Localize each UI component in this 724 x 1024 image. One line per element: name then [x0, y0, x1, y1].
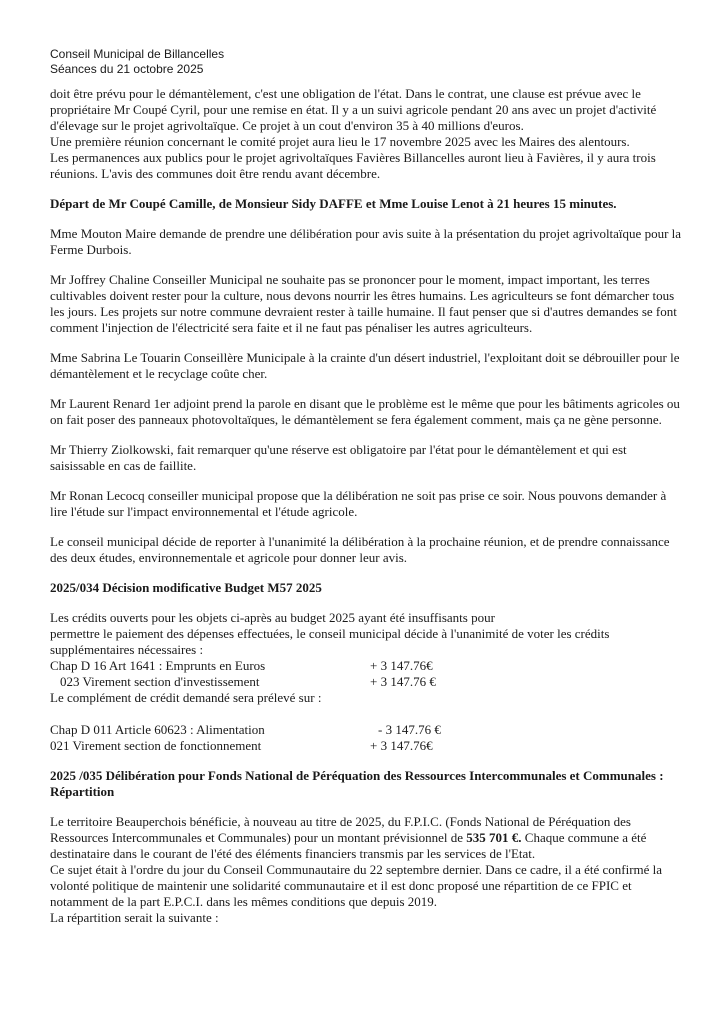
budget-intro-line1: Les crédits ouverts pour les objets ci-après au budget 2025 ayant été insuffisants pour — [50, 610, 495, 625]
discussion-decision: Le conseil municipal décide de reporter à l'unanimité la délibération à la prochaine réunion, et de prendre connaissance des deux études, environnementale et agricole pour donner leur avis. — [50, 534, 670, 565]
header-council-name: Conseil Municipal de Billancelles — [50, 47, 225, 61]
budget-intro-line2: permettre le paiement des dépenses effectuées, le conseil municipal décide à l'unanimité de voter les crédits supplémentaires nécessaires : — [50, 626, 610, 657]
discussion-paragraph: Mme Mouton Maire demande de prendre une délibération pour avis suite à la présentation du projet agrivoltaïque pour la Ferme Durbois. — [50, 226, 682, 257]
budget-line — [50, 674, 684, 690]
discussion-paragraph: Mr Thierry Ziolkowski, fait remarquer qu'une réserve est obligatoire par l'état pour le démantèlement et qui est saisissable en cas de faillite. — [50, 442, 627, 473]
header-session-date: Séances du 21 octobre 2025 — [50, 62, 204, 76]
fpic-title: 2025 /035 Délibération pour Fonds National de Péréquation des Ressources Intercommunales et Communales : Répartition — [50, 768, 664, 799]
intro-paragraph: doit être prévu pour le démantèlement, c'est une obligation de l'état. Dans le contrat, une clause est prévue avec le propriétaire Mr Coupé Cyril, pour une remise en état. Il y a un suivi agricole pendant 20 ans avec un projet d'activité d'élevage sur le projet agrivoltaïque. Ce projet à un cout d'environ 35 à 40 millions d'euros. — [50, 86, 657, 133]
budget-line — [50, 658, 684, 674]
budget-line-amount: - 3 147.76 € — [378, 722, 441, 737]
fpic-text: Chaque commune a été destinataire dans le courant de l'été des éléments financiers transmis par les services de l'Etat. — [50, 830, 647, 861]
discussion-paragraph: Mme Sabrina Le Touarin Conseillère Municipale à la crainte d'un désert industriel, l'exploitant doit se débrouiller pour le démantèlement et le recyclage coûte cher. — [50, 350, 680, 381]
intro-meeting-line: Une première réunion concernant le comité projet aura lieu le 17 novembre 2025 avec les Maires des alentours. — [50, 134, 630, 149]
budget-line — [50, 722, 684, 738]
intro-permanences: Les permanences aux publics pour le projet agrivoltaïques Favières Billancelles auront lieu à Favières, il y aura trois réunions. L'avis des communes doit être rendu avant décembre. — [50, 150, 656, 181]
fpic-text: Le territoire Beauperchois bénéficie, à nouveau au titre de 2025, du F.P.I.C. (Fonds National de Péréquation des Ressources Intercommunales et Communales) pour un montant prévisionnel de — [50, 814, 631, 845]
budget-line-label: 023 Virement section d'investissement — [60, 674, 260, 689]
page-header — [50, 47, 224, 77]
budget-line-amount: + 3 147.76€ — [370, 658, 433, 673]
discussion-paragraph: Mr Laurent Renard 1er adjoint prend la parole en disant que le problème est le même que pour les bâtiments agricoles ou on fait poser des panneaux photovoltaïques, le démantèlement se fera également comment, mais ça ne gène personne. — [50, 396, 680, 427]
budget-line-amount: + 3 147.76€ — [370, 738, 433, 753]
fpic-paragraph: Ce sujet était à l'ordre du jour du Conseil Communautaire du 22 septembre dernier. Dans ce cadre, il a été confirmé la volonté politique de maintenir une solidarité communautaire et il est donc proposé une répartition de ce FPIC et notamment de la part E.P.C.I. dans les mêmes conditions que depuis 2019. — [50, 862, 663, 909]
fpic-paragraph: La répartition serait la suivante : — [50, 910, 219, 925]
budget-line-label: Chap D 011 Article 60623 : Alimentation — [50, 722, 265, 737]
departure-notice: Départ de Mr Coupé Camille, de Monsieur Sidy DAFFE et Mme Louise Lenot à 21 heures 15 minutes. — [50, 196, 617, 211]
fpic-amount: 535 701 €. — [466, 830, 522, 845]
budget-line-amount: + 3 147.76 € — [370, 674, 436, 689]
fpic-paragraph — [50, 814, 684, 862]
discussion-paragraph: Mr Ronan Lecocq conseiller municipal propose que la délibération ne soit pas prise ce soir. Nous pouvons demander à lire l'étude sur l'impact environnemental et l'étude agricole. — [50, 488, 667, 519]
discussion-paragraph: Mr Joffrey Chaline Conseiller Municipal ne souhaite pas se prononcer pour le moment, impact important, les terres cultivables doivent rester pour la culture, nous devons nourrir les êtres humains. Les agriculteurs se font démarcher tous les jours. Les projets sur notre commune devraient rester à taille humaine. Il faut penser que si d'autres demandes se font comment l'injection de l'électricité sera faite et il ne faut pas pénaliser les autres agriculteurs. — [50, 272, 677, 335]
budget-line — [50, 738, 684, 754]
document-body — [50, 86, 684, 926]
budget-line-label: Chap D 16 Art 1641 : Emprunts en Euros — [50, 658, 266, 673]
budget-middle-text: Le complément de crédit demandé sera prélevé sur : — [50, 690, 322, 705]
budget-title: 2025/034 Décision modificative Budget M57 2025 — [50, 580, 322, 595]
budget-line-label: 021 Virement section de fonctionnement — [50, 738, 262, 753]
